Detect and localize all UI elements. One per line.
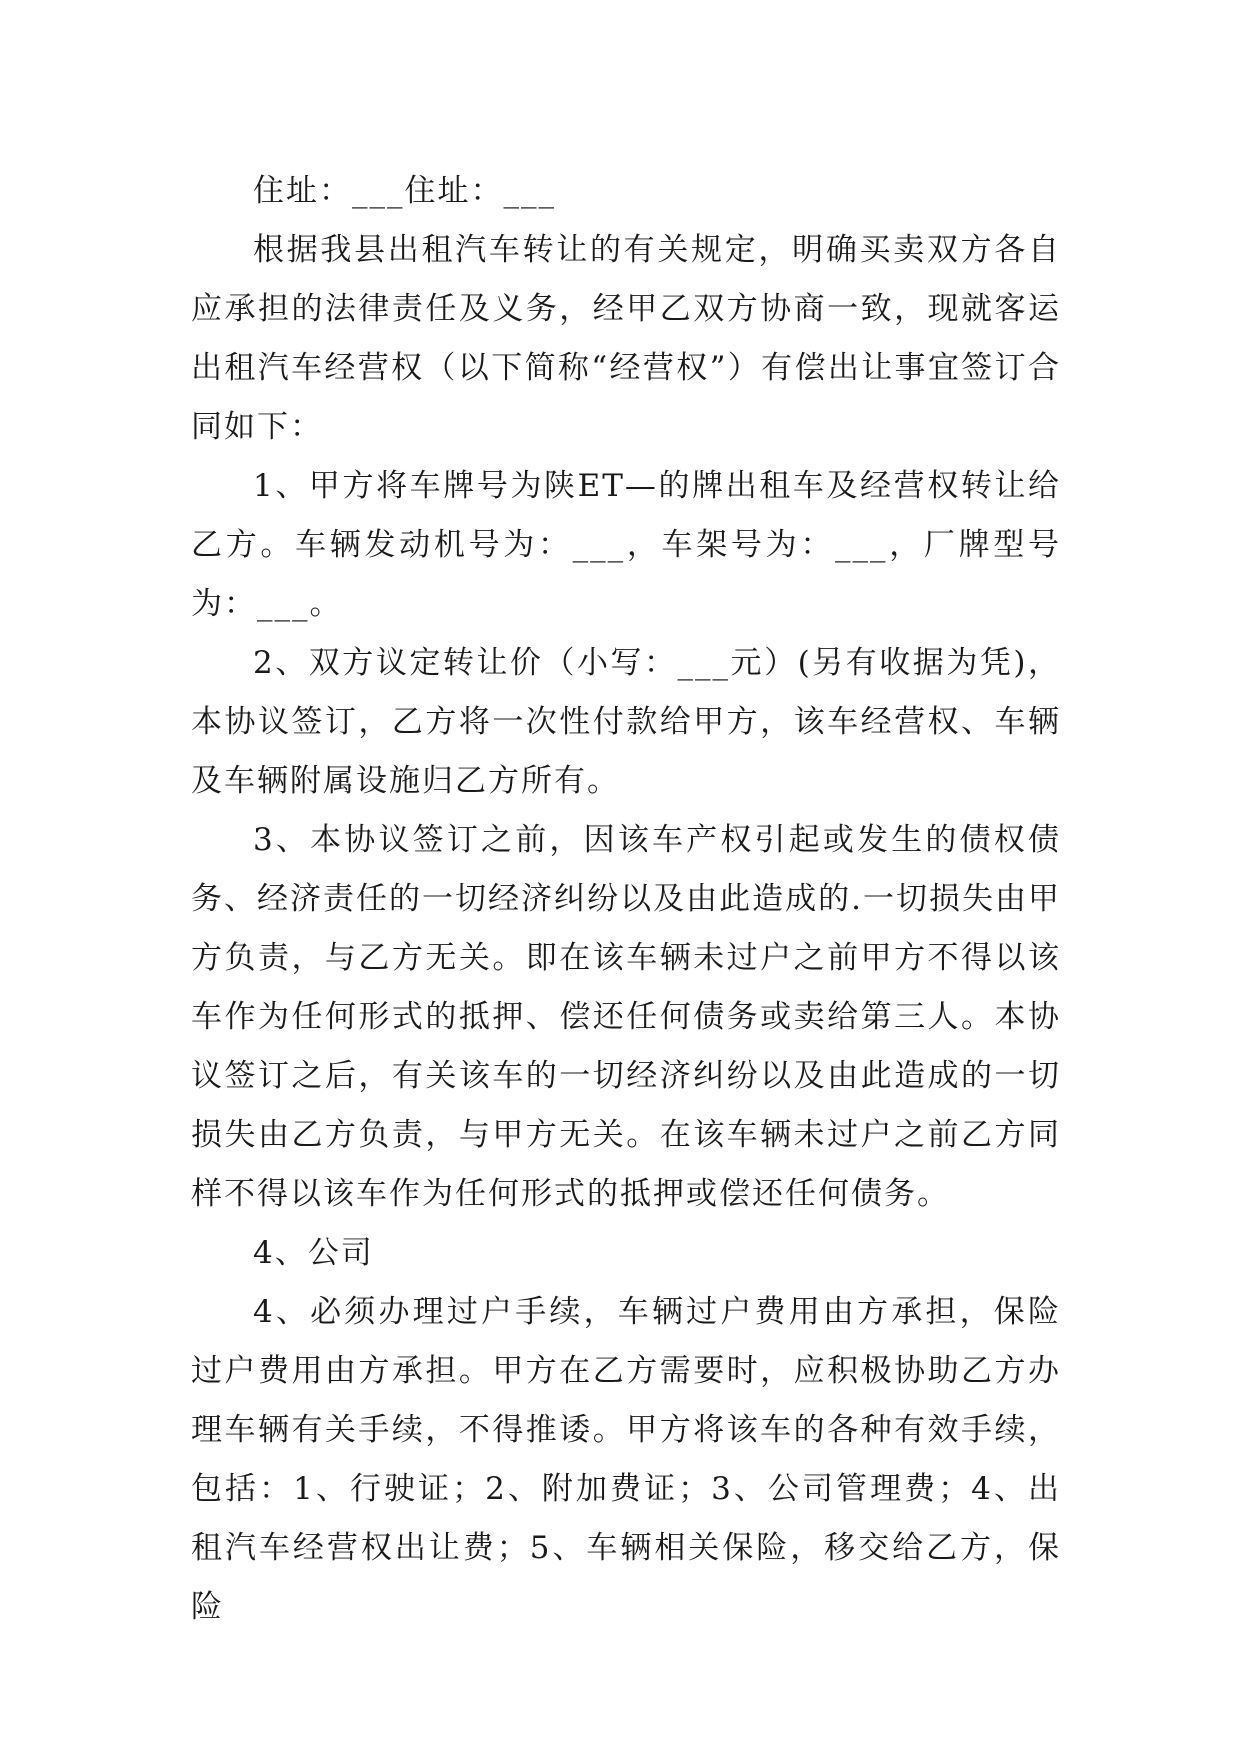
document-body <box>191 162 1061 1637</box>
preamble-paragraph: 根据我县出租汽车转让的有关规定，明确买卖双方各自应承担的法律责任及义务，经甲乙双方协商一致，现就客运出租汽车经营权（以下简称“经营权”）有偿出让事宜签订合同如下： <box>191 232 1061 445</box>
clause-4: 4、必须办理过户手续，车辆过户费用由方承担，保险过户费用由方承担。甲方在乙方需要时，应积极协助乙方办理车辆有关手续，不得推诿。甲方将该车的各种有效手续，包括：1、行驶证；2、附加费证；3、公司管理费；4、出租汽车经营权出让费；5、车辆相关保险，移交给乙方，保险 <box>191 1294 1061 1625</box>
clause-4-heading: 4、公司 <box>253 1235 374 1271</box>
address-line: 住址：___住址：___ <box>253 173 556 209</box>
clause-2: 2、双方议定转让价（小写：___元）(另有收据为凭)，本协议签订，乙方将一次性付款给甲方，该车经营权、车辆及车辆附属设施归乙方所有。 <box>191 645 1061 799</box>
clause-3: 3、本协议签订之前，因该车产权引起或发生的债权债务、经济责任的一切经济纠纷以及由此造成的.一切损失由甲方负责，与乙方无关。即在该车辆未过户之前甲方不得以该车作为任何形式的抵押、偿还任何债务或卖给第三人。本协议签订之后，有关该车的一切经济纠纷以及由此造成的一切损失由乙方负责，与甲方无关。在该车辆未过户之前乙方同样不得以该车作为任何形式的抵押或偿还任何债务。 <box>191 822 1061 1212</box>
clause-1: 1、甲方将车牌号为陕ET—的牌出租车及经营权转让给乙方。车辆发动机号为：___，车架号为：___，厂牌型号为：___。 <box>191 468 1061 622</box>
